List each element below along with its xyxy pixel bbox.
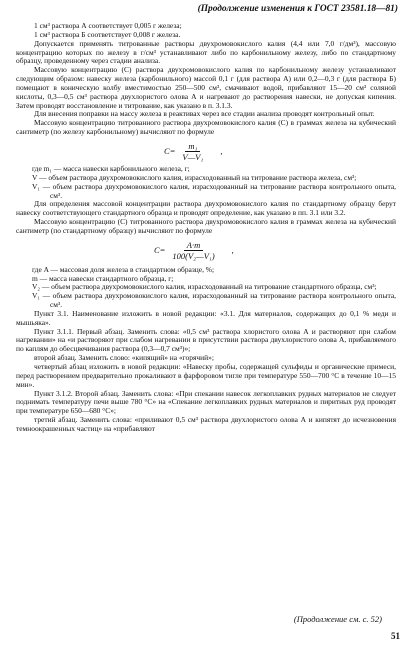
paragraph: Пункт 3.1. Наименование изложить в новой редакции: «3.1. Для материалов, содержащих до 0,1 % меди и мышьяка». [16, 308, 396, 327]
formula-lhs: C= [164, 146, 176, 157]
formula-numerator: m₁ [185, 141, 200, 152]
paragraph: Для внесения поправки на массу железа в реактивах через все стадии анализа проводят контрольный опыт. [34, 109, 375, 119]
formula-numerator: A·m [184, 240, 203, 251]
running-header: (Продолжение изменения к ГОСТ 23581.18—81) [197, 4, 398, 14]
paragraph: Пункт 3.1.1. Первый абзац. Заменить слова: «0,5 см³ раствора хлористого олова А и растворяют при слабом нагревании» на «и растворяют при слабом нагревании в присутствии раствора двухлористого олова А, прибавляемого по каплям до обесцвечивания раствора (0,3—0,7 см³)»; [16, 326, 396, 354]
paragraph: 1 см³ раствора А соответствует 0,005 г железа; [34, 21, 182, 30]
formula-fraction [169, 240, 217, 261]
page-number: 51 [391, 631, 400, 641]
formula-denominator: 100(V₂—V₁) [172, 250, 215, 261]
paragraph: Массовую концентрацию (С) титрованного раствора двухромовокислого калия в граммах железа на кубический сантиметр (по стандартному образцу) вычисляют по формуле [16, 217, 396, 235]
formula-block-1 [16, 137, 396, 165]
formula-lhs: C= [154, 244, 166, 255]
paragraph: Массовую концентрацию (С) раствора двухромовокислого калия по карбонильному железу устанавливают следующим образом: навеску железа (карбонильного) массой 0,1 г (для раствора А) или 0,2—0,3 г (для раствора Б) помещают в коническую колбу вместимостью 250—500 см³, смачивают водой, прибавляют 15—20 см³ соляной кислоты, 0,3—0,5 см³ раствора двухлористого олова А и нагревают до растворения навески, не допуская кипения. Затем проводят восстановление и титрование, как указано в п. 3.1.3. [16, 65, 396, 110]
formula-block-2 [16, 236, 396, 266]
document-body [16, 22, 396, 434]
variable-definition: V — объем раствора двухромовокислого калия, израсходованный на титрование раствора железа, см³; [32, 172, 357, 182]
paragraph: 1 см³ раствора Б соответствует 0,008 г железа. [34, 29, 181, 39]
variable-definition: V₁ — объем раствора двухромовокислого калия, израсходованный на титрование раствора контрольного опыта, см³. [32, 291, 396, 310]
variable-definition: где m₁ — масса навески карбонильного железа, г; [32, 163, 190, 173]
variable-list-2 [16, 266, 396, 310]
paragraph: Массовую концентрацию титрованного раствора двухромовокислого калия (С) в граммах железа на кубический сантиметр (по железу карбонильному) вычисляют по формуле [16, 118, 396, 137]
paragraph: Допускается применять титрованные растворы двухромовокислого калия (4,4 или 7,0 г/дм³), массовую концентрацию которых по железу в г/см³ устанавливают либо по карбонильному железу, либо по стандартному образцу, проведенному через стадии анализа. [16, 38, 396, 66]
variable-definition: V₁ — объем раствора двухромовокислого калия, израсходованный на титрование раствора контрольного опыта, см³. [32, 181, 396, 200]
paragraph: третий абзац. Заменить слова: «приливают 0,5 см³ раствора двухлористого олова А и кипятят до исчезновения темноокрашенных частиц» на «прибавляют [16, 415, 396, 433]
variable-list-1 [16, 165, 396, 200]
formula-tail: , [220, 146, 223, 157]
paragraph: второй абзац. Заменить слово: «кипящий» на «горячий»; [34, 353, 214, 363]
continuation-note: (Продолжение см. с. 52) [293, 614, 382, 624]
formula-1 [164, 141, 222, 162]
paragraph: четвертый абзац изложить в новой редакции: «Навеску пробы, содержащей сульфиды и органические примеси, перед растворением предварительно прокаливают в фарфоровом тигле при температуре 550—700 °С в течение 10—15 мин». [16, 362, 396, 389]
paragraph: Для определения массовой концентрации раствора двухромовокислого калия по стандартному образцу берут навеску соответствующего стандартного образца и проводят определение, как указано в пп. 3.1 или 3.2. [16, 199, 396, 218]
variable-definition: m — масса навески стандартного образца, г; [32, 273, 174, 283]
variable-definition: V₂ — объем раствора двухромовокислого калия, израсходованный на титрование стандартного образца, см³; [32, 282, 377, 292]
paragraph: Пункт 3.1.2. Второй абзац. Заменить слова: «При спекании навесок легкоплавких рудных материалов не следует поднимать температуру печи выше 780 °С» на «Спекание легкоплавких рудных материалов и пиритных руд проводят при температуре 650—680 °С»; [16, 388, 396, 416]
formula-denominator: V—V₁ [182, 151, 204, 162]
formula-tail: , [231, 244, 234, 255]
formula-fraction [179, 141, 206, 162]
variable-definition: где A — массовая доля железа в стандартном образце, %; [32, 264, 215, 274]
formula-2 [154, 240, 234, 261]
